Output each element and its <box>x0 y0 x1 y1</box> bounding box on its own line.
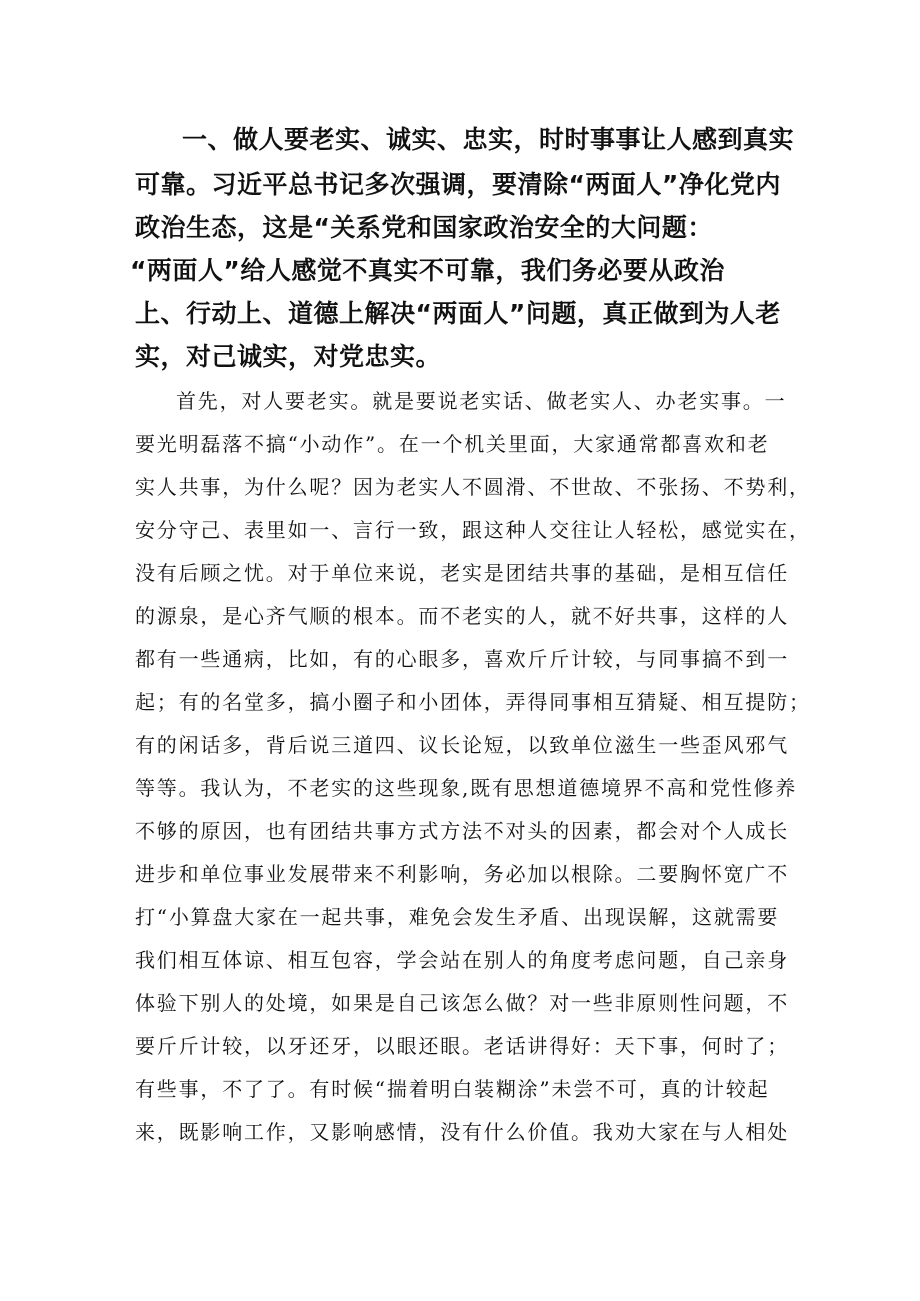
body-line-18: 来，既影响工作，又影响感情，没有什么价值。我劝大家在与人相处 <box>135 1120 789 1144</box>
body-line-6: 的源泉，是心齐气顺的根本。而不老实的人，就不好共事，这样的人 <box>135 604 789 628</box>
body-line-16: 要斤斤计较，以牙还牙，以眼还眼。老话讲得好：天下事，何时了； <box>135 1034 789 1058</box>
heading-line-3: 政治生态，这是“关系党和国家政治安全的大问题： <box>135 213 713 242</box>
body-line-4: 安分守己、表里如一、言行一致，跟这种人交往让人轻松，感觉实在， <box>135 518 811 542</box>
heading-line-5: 上、行动上、道德上解决“两面人”问题，真正做到为人老 <box>135 299 781 328</box>
heading-line-4: “两面人”给人感觉不真实不可靠，我们务必要从政治 <box>130 256 725 285</box>
body-line-15: 体验下别人的处境，如果是自己该怎么做？对一些非原则性问题，不 <box>135 991 789 1015</box>
body-line-8: 起；有的名堂多，搞小圈子和小团体，弄得同事相互猜疑、相互提防； <box>135 690 811 714</box>
heading-line-2: 可靠。习近平总书记多次强调，要清除“两面人”净化党内 <box>135 170 781 199</box>
heading-line-1: 一、做人要老实、诚实、忠实，时时事事让人感到真实 <box>182 125 795 154</box>
body-line-13: 打“小算盘大家在一起共事，难免会发生矛盾、出现误解，这就需要 <box>135 905 780 929</box>
body-line-17: 有些事，不了了。有时候“揣着明白装糊涂”未尝不可，真的计较起 <box>135 1077 770 1101</box>
body-line-2: 要光明磊落不搞“小动作”。在一个机关里面，大家通常都喜欢和老 <box>135 432 770 456</box>
body-line-1: 首先，对人要老实。就是要说老实话、做老实人、办老实事。一 <box>176 389 787 413</box>
body-line-5: 没有后顾之忧。对于单位来说，老实是团结共事的基础，是相互信任 <box>135 561 789 585</box>
body-line-12: 进步和单位事业发展带来不利影响，务必加以根除。二要胸怀宽广不 <box>135 862 789 886</box>
heading-line-6: 实，对己诚实，对党忠实。 <box>135 342 442 371</box>
body-line-9: 有的闲话多，背后说三道四、议长论短，以致单位滋生一些歪风邪气 <box>135 733 789 757</box>
body-line-14: 我们相互体谅、相互包容，学会站在别人的角度考虑问题，自己亲身 <box>135 948 789 972</box>
body-line-10: 等等。我认为，不老实的这些现象,既有思想道德境界不高和党性修养 <box>135 776 798 800</box>
body-line-7: 都有一些通病，比如，有的心眼多，喜欢斤斤计较，与同事搞不到一 <box>135 647 789 671</box>
body-line-11: 不够的原因，也有团结共事方式方法不对头的因素，都会对个人成长 <box>135 819 789 843</box>
body-line-3: 实人共事，为什么呢？因为老实人不圆滑、不世故、不张扬、不势利， <box>135 475 811 499</box>
